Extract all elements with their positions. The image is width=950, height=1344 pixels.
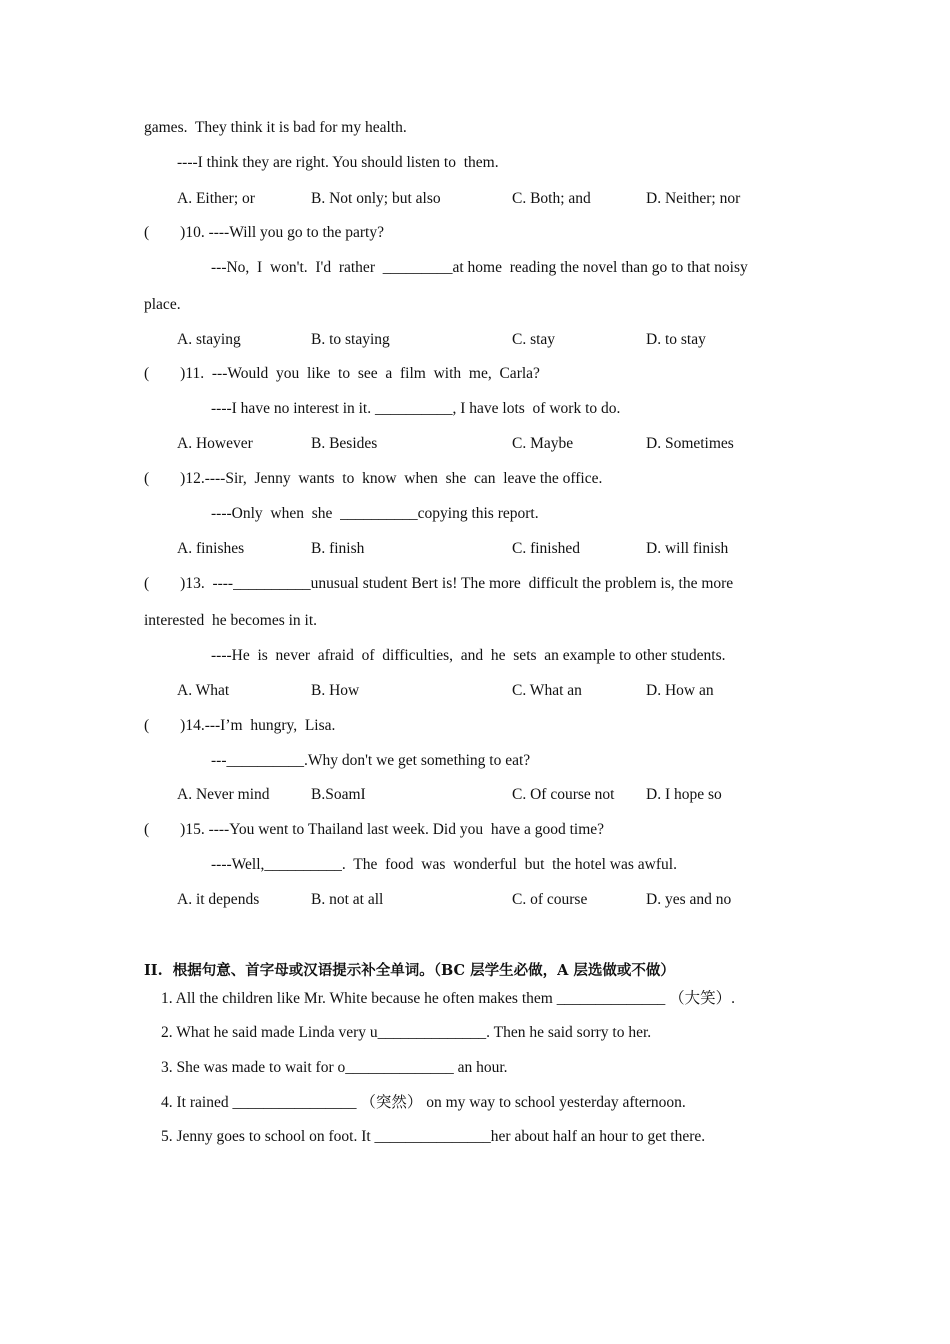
q15-stem: ( )15. ----You went to Thailand last week. Did you have a good time?: [144, 821, 605, 838]
section-2-item-1: 1. All the children like Mr. White because he often makes them ______________ （大笑）.: [161, 990, 735, 1007]
q15-option-b: B. not at all: [311, 891, 384, 908]
q10-stem: ( )10. ----Will you go to the party?: [144, 224, 384, 241]
q9-option-b: B. Not only; but also: [311, 190, 441, 207]
q10-line2: ---No, I won't. I'd rather _________at home reading the novel than go to that noisy: [211, 259, 748, 276]
q10-option-a: A. staying: [177, 331, 241, 348]
q9-line2: ----I think they are right. You should listen to them.: [177, 154, 499, 171]
section-2-item-4: 4. It rained ________________ （突然） on my way to school yesterday afternoon.: [161, 1094, 686, 1111]
q15-option-a: A. it depends: [177, 891, 260, 908]
q11-stem: ( )11. ---Would you like to see a film with me, Carla?: [144, 365, 540, 382]
q9-option-d: D. Neither; nor: [646, 190, 741, 207]
q9-option-c: C. Both; and: [512, 190, 591, 207]
q10-option-d: D. to stay: [646, 331, 706, 348]
q10-option-c: C. stay: [512, 331, 556, 348]
section-2-title: II. 根据句意、首字母或汉语提示补全单词。（BC 层学生必做，A 层选做或不做）: [144, 962, 675, 979]
q11-option-c: C. Maybe: [512, 435, 574, 452]
q9-line1: games. They think it is bad for my health.: [144, 119, 407, 136]
q15-option-d: D. yes and no: [646, 891, 732, 908]
q12-line2: ----Only when she __________copying this report.: [211, 505, 539, 522]
q13-option-a: A. What: [177, 682, 230, 699]
q14-option-a: A. Never mind: [177, 786, 270, 803]
q14-option-d: D. I hope so: [646, 786, 722, 803]
q14-option-b: B.SoamI: [311, 786, 366, 803]
section-2-item-3: 3. She was made to wait for o______________ an hour.: [161, 1059, 508, 1076]
q13-option-c: C. What an: [512, 682, 582, 699]
q13-line3: ----He is never afraid of difficulties, and he sets an example to other students.: [211, 647, 726, 664]
q15-option-c: C. of course: [512, 891, 588, 908]
q12-option-a: A. finishes: [177, 540, 245, 557]
q9-option-a: A. Either; or: [177, 190, 255, 207]
q12-option-c: C. finished: [512, 540, 581, 557]
q13-option-b: B. How: [311, 682, 360, 699]
section-2-item-5: 5. Jenny goes to school on foot. It _______________her about half an hour to get there.: [161, 1128, 706, 1145]
q13-line2: interested he becomes in it.: [144, 612, 318, 629]
q14-stem: ( )14.---I’m hungry, Lisa.: [144, 717, 336, 734]
q13-stem: ( )13. ----__________unusual student Bert is! The more difficult the problem is, the more: [144, 575, 734, 592]
q11-option-d: D. Sometimes: [646, 435, 734, 452]
q14-option-c: C. Of course not: [512, 786, 615, 803]
q10-option-b: B. to staying: [311, 331, 390, 348]
q11-option-b: B. Besides: [311, 435, 378, 452]
q12-option-b: B. finish: [311, 540, 365, 557]
q14-line2: ---__________.Why don't we get something to eat?: [211, 752, 531, 769]
q13-option-d: D. How an: [646, 682, 714, 699]
q12-stem: ( )12.----Sir, Jenny wants to know when she can leave the office.: [144, 470, 603, 487]
q11-line2: ----I have no interest in it. __________, I have lots of work to do.: [211, 400, 621, 417]
q11-option-a: A. However: [177, 435, 253, 452]
q12-option-d: D. will finish: [646, 540, 729, 557]
section-2-item-2: 2. What he said made Linda very u______________. Then he said sorry to her.: [161, 1024, 652, 1041]
q10-line3: place.: [144, 296, 181, 313]
q15-line2: ----Well,__________. The food was wonderful but the hotel was awful.: [211, 856, 677, 873]
